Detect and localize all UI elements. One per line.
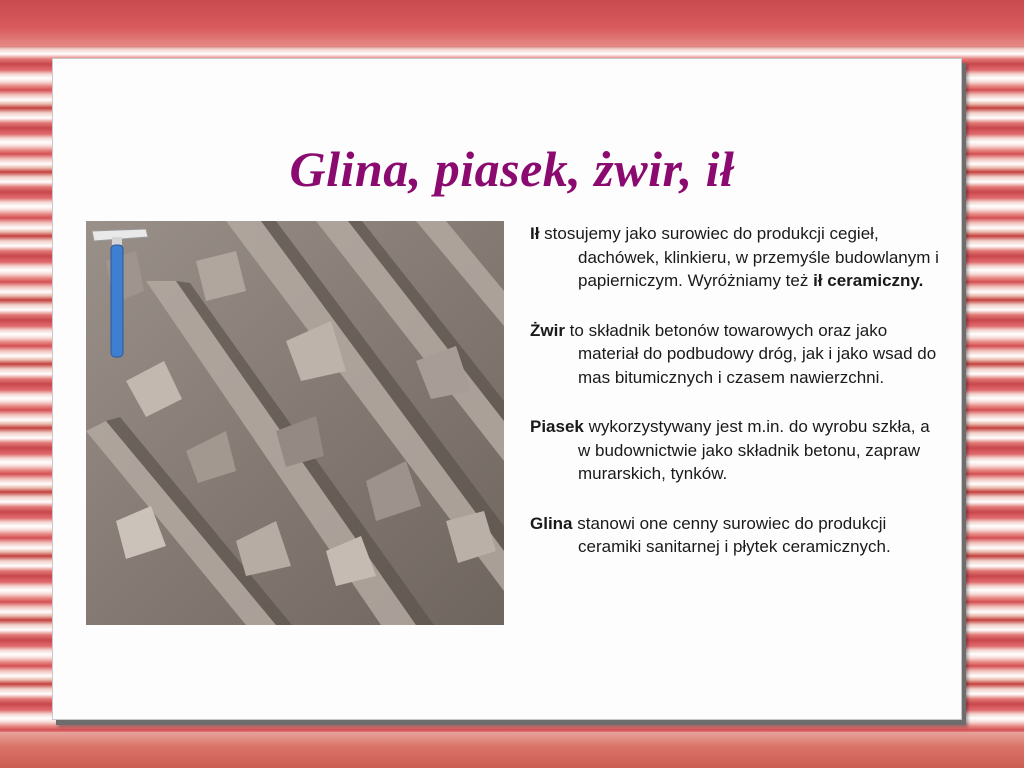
term-piasek: Piasek bbox=[530, 417, 584, 436]
clay-photo bbox=[86, 221, 504, 625]
paragraph-glina bbox=[530, 512, 940, 559]
term-il: Ił bbox=[530, 224, 540, 243]
term-il-ceramiczny: ił ceramiczny. bbox=[813, 271, 924, 290]
slide-title: Glina, piasek, żwir, ił bbox=[289, 141, 735, 197]
description-text bbox=[530, 222, 940, 585]
striped-background-top bbox=[0, 0, 1024, 46]
paragraph-il bbox=[530, 222, 940, 293]
paragraph-zwir bbox=[530, 319, 940, 390]
striped-background-bottom bbox=[0, 732, 1024, 768]
clay-rock-image bbox=[86, 221, 504, 625]
paragraph-glina-text: stanowi one cenny surowiec do produkcji ceramiki sanitarnej i płytek ceramicznych. bbox=[572, 513, 891, 556]
paragraph-zwir-text: to składnik betonów towarowych oraz jako materiał do podbudowy dróg, jak i jako wsad do mas bitumicznych i czasem nawierzchni. bbox=[564, 320, 937, 387]
term-glina: Glina bbox=[530, 513, 573, 533]
paragraph-il-text: stosujemy jako surowiec do produkcji cegieł, dachówek, klinkieru, w przemyśle budowlanym i papierniczym. Wyróżniamy też bbox=[539, 224, 939, 290]
term-zwir: Żwir bbox=[530, 320, 565, 340]
paragraph-piasek-text: wykorzystywany jest m.in. do wyrobu szkła, a w budownictwie jako składnik betonu, zapraw murarskich, tynków. bbox=[578, 417, 930, 483]
paragraph-piasek bbox=[530, 415, 940, 486]
